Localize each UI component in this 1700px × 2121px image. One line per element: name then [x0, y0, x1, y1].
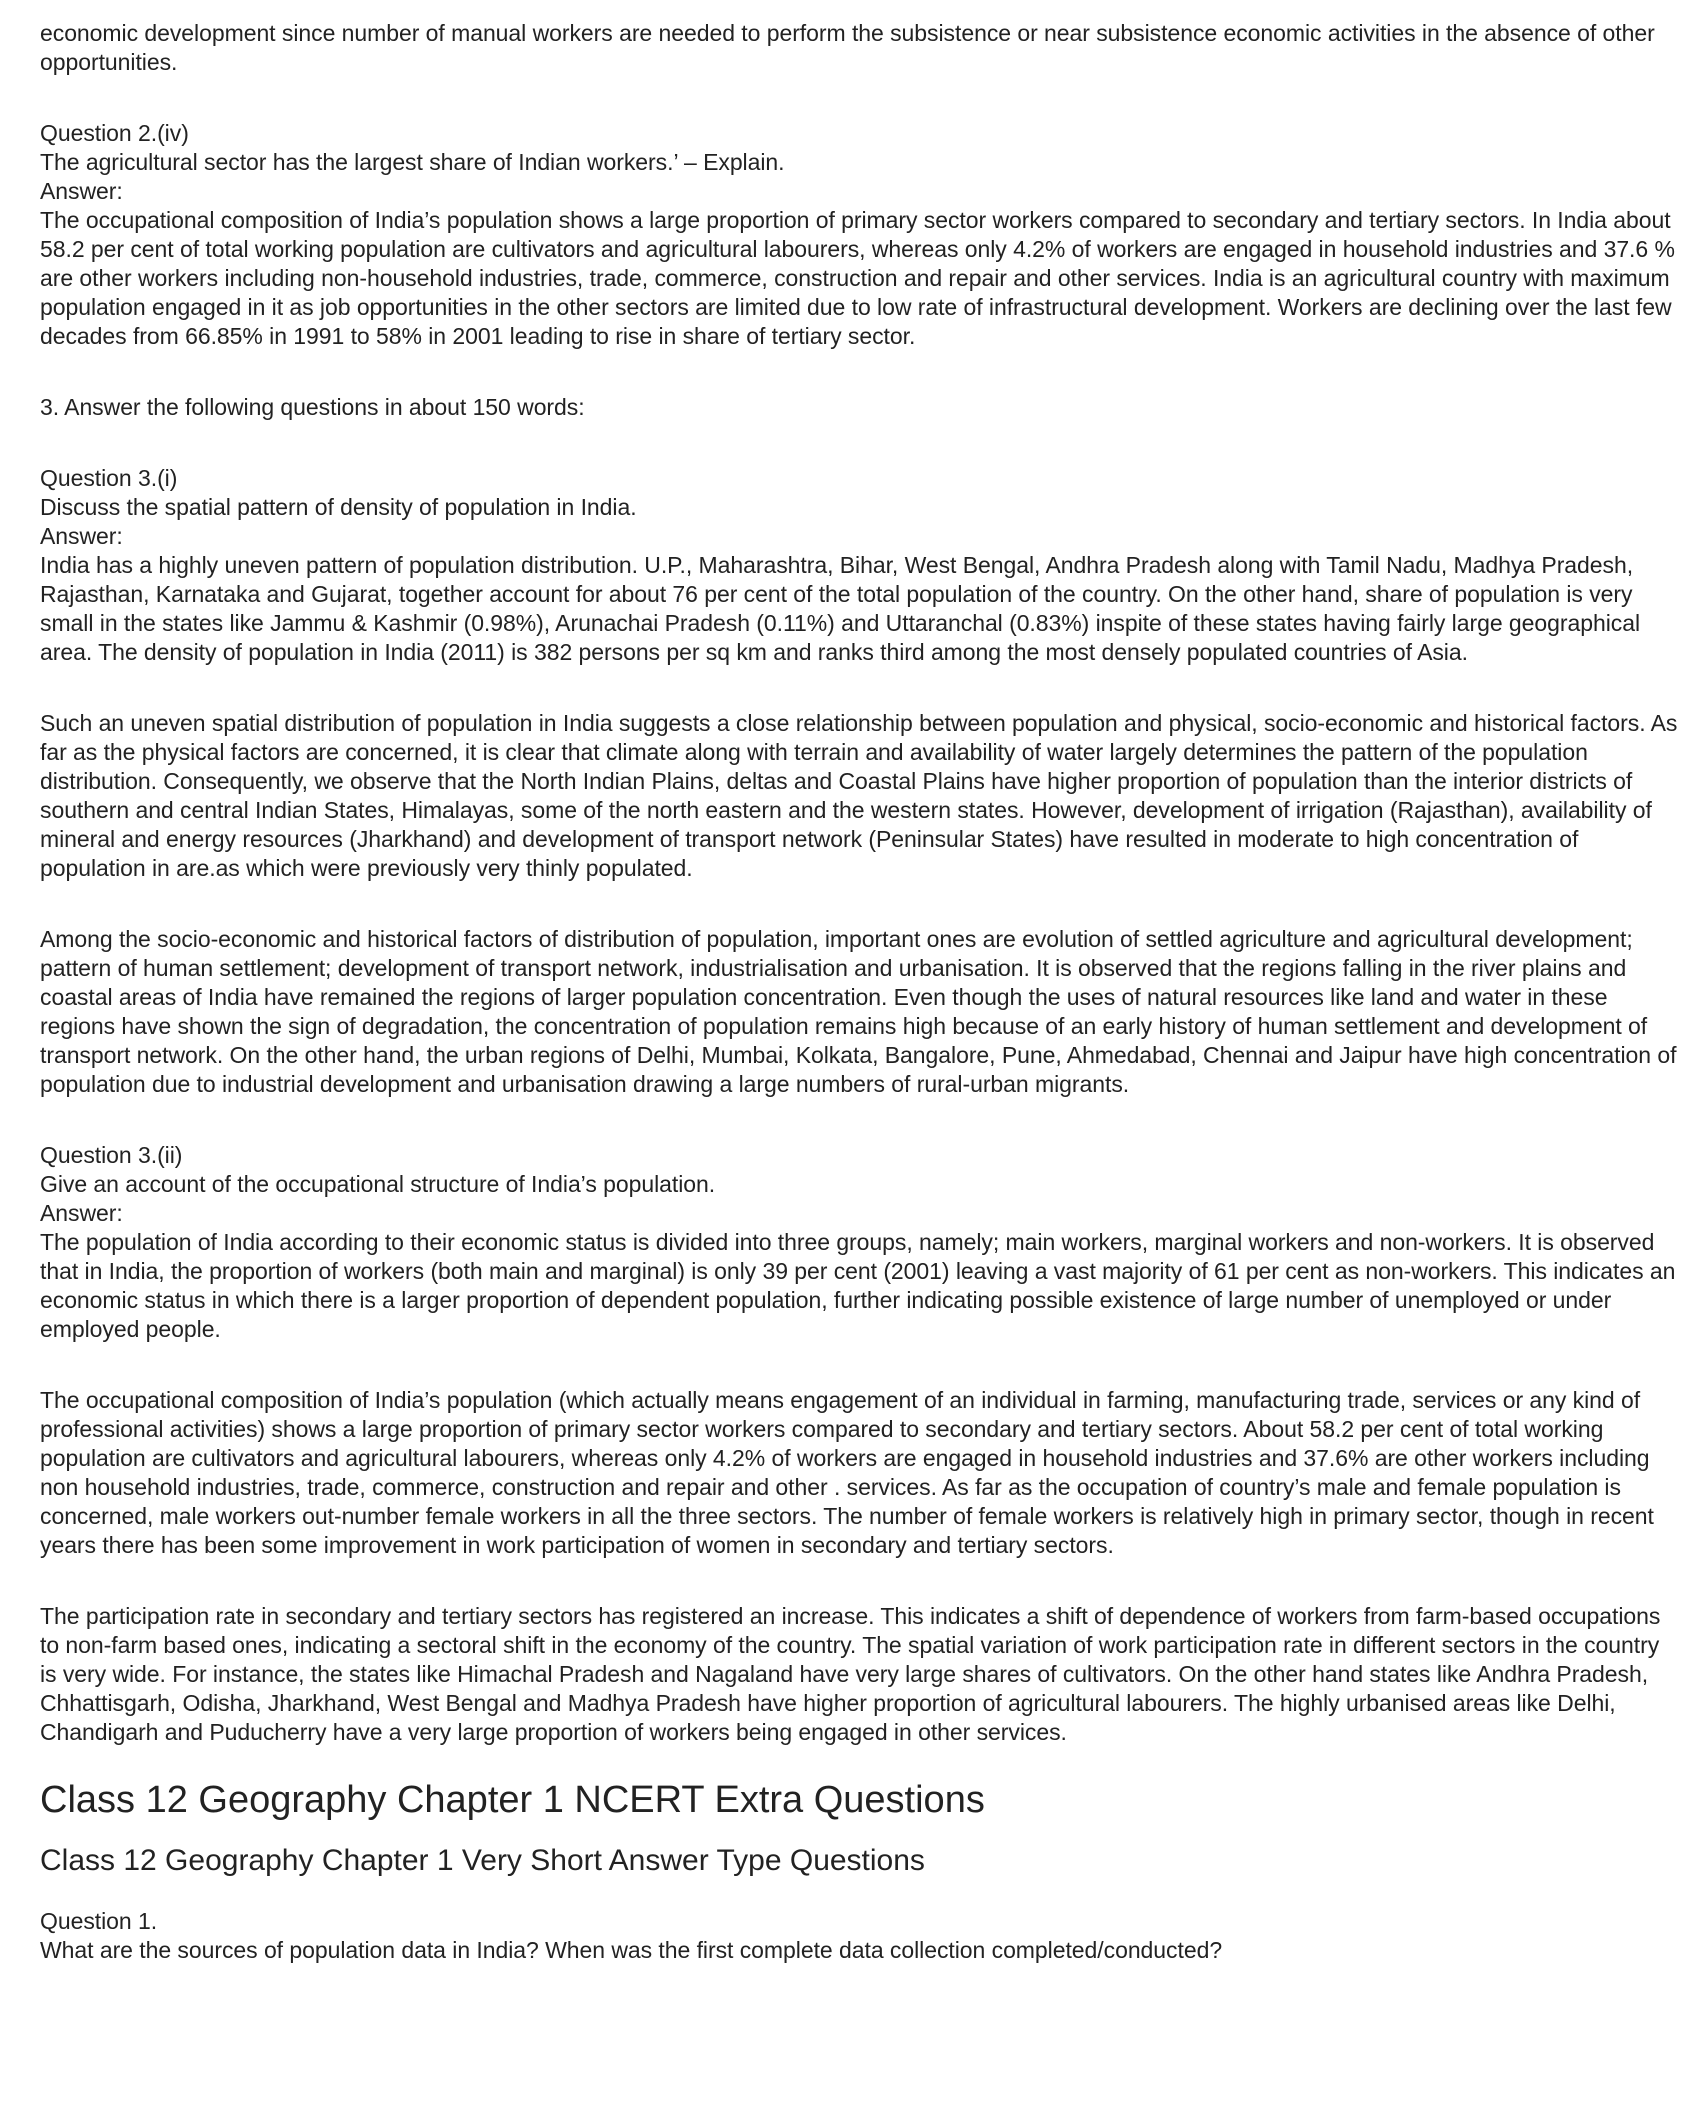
question-text: What are the sources of population data in India? When was the first complete data collection completed/conducted?: [40, 1937, 1223, 1963]
question-label: Question 3.(i): [40, 465, 178, 491]
question-label: Question 1.: [40, 1908, 158, 1934]
question-label: Question 3.(ii): [40, 1142, 183, 1168]
intro-paragraph: economic development since number of manual workers are needed to perform the subsistence or near subsistence economic activities in the absence of other opportunities.: [40, 20, 1655, 75]
answer-text: The population of India according to their economic status is divided into three groups, namely; main workers, marginal workers and non-workers. It is observed that in India, the proportion of workers (both main and marginal) is only 39 per cent (2001) leaving a vast majority of 61 per cent as non-workers. This indicates an economic status in which there is a larger proportion of dependent population, further indicating possible existence of large number of unemployed or under employed people.: [40, 1229, 1676, 1342]
answer-paragraph: The occupational composition of India’s population (which actually means engagement of an individual in farming, manufacturing trade, services or any kind of professional activities) shows a large proportion of primary sector workers compared to secondary and tertiary sectors. About 58.2 per cent of total working population are cultivators and agricultural labourers, whereas only 4.2% of workers are engaged in household industries and 37.6% are other workers including non household industries, trade, commerce, construction and repair and other . services. As far as the occupation of country’s male and female population is concerned, male workers out-number female workers in all the three sectors. The number of female workers is relatively high in primary sector, though in recent years there has been some improvement in work participation of women in secondary and tertiary sectors.: [40, 1387, 1654, 1558]
section-heading: Class 12 Geography Chapter 1 NCERT Extra Questions: [40, 1779, 985, 1821]
article-content: [40, 19, 1680, 2007]
answer-label: Answer:: [40, 523, 123, 549]
answer-label: Answer:: [40, 1200, 123, 1226]
question-text: The agricultural sector has the largest share of Indian workers.’ – Explain.: [40, 149, 785, 175]
answer-paragraph: Among the socio-economic and historical factors of distribution of population, important ones are evolution of settled agriculture and agricultural development; pattern of human settlement; development of transport network, industrialisation and urbanisation. It is observed that the regions falling in the river plains and coastal areas of India have remained the regions of larger population concentration. Even though the uses of natural resources like land and water in these regions have shown the sign of degradation, the concentration of population remains high because of an early history of human settlement and development of transport network. On the other hand, the urban regions of Delhi, Mumbai, Kolkata, Bangalore, Pune, Ahmedabad, Chennai and Jaipur have high concentration of population due to industrial development and urbanisation drawing a large numbers of rural-urban migrants.: [40, 926, 1677, 1097]
extra-question-1: [40, 1907, 1680, 1965]
answer-paragraph: The participation rate in secondary and tertiary sectors has registered an increase. This indicates a shift of dependence of workers from farm-based occupations to non-farm based ones, indicating a sectoral shift in the economy of the country. The spatial variation of work participation rate in different sectors in the country is very wide. For instance, the states like Himachal Pradesh and Nagaland have very large shares of cultivators. On the other hand states like Andhra Pradesh, Chhattisgarh, Odisha, Jharkhand, West Bengal and Madhya Pradesh have higher proportion of agricultural labourers. The highly urbanised areas like Delhi, Chandigarh and Puducherry have a very large proportion of workers being engaged in other services.: [40, 1603, 1661, 1745]
answer-text: India has a highly uneven pattern of population distribution. U.P., Maharashtra, Bihar, West Bengal, Andhra Pradesh along with Tamil Nadu, Madhya Pradesh, Rajasthan, Karnataka and Gujarat, together account for about 76 per cent of the total population of the country. On the other hand, share of population is very small in the states like Jammu & Kashmir (0.98%), Arunachai Pradesh (0.11%) and Uttaranchal (0.83%) inspite of these states having fairly large geographical area. The density of population in India (2011) is 382 persons per sq km and ranks third among the most densely populated countries of Asia.: [40, 552, 1641, 665]
question-3-i: [40, 464, 1680, 667]
question-2-iv: [40, 119, 1680, 351]
question-text: Discuss the spatial pattern of density of population in India.: [40, 494, 637, 520]
answer-text: The occupational composition of India’s population shows a large proportion of primary sector workers compared to secondary and tertiary sectors. In India about 58.2 per cent of total working population are cultivators and agricultural labourers, whereas only 4.2% of workers are engaged in household industries and 37.6 % are other workers including non-household industries, trade, commerce, construction and repair and other services. India is an agricultural country with maximum population engaged in it as job opportunities in the other sectors are limited due to low rate of infrastructural development. Workers are declining over the last few decades from 66.85% in 1991 to 58% in 2001 leading to rise in share of tertiary sector.: [40, 207, 1675, 349]
answer-paragraph: Such an uneven spatial distribution of population in India suggests a close relationship between population and physical, socio-economic and historical factors. As far as the physical factors are concerned, it is clear that climate along with terrain and availability of water largely determines the pattern of the population distribution. Consequently, we observe that the North Indian Plains, deltas and Coastal Plains have higher proportion of population than the interior districts of southern and central Indian States, Himalayas, some of the north eastern and the western states. However, development of irrigation (Rajasthan), availability of mineral and energy resources (Jharkhand) and development of transport network (Peninsular States) have resulted in moderate to high concentration of population in are.as which were previously very thinly populated.: [40, 710, 1678, 881]
question-label: Question 2.(iv): [40, 120, 189, 146]
subsection-heading: Class 12 Geography Chapter 1 Very Short Answer Type Questions: [40, 1844, 925, 1877]
section-3-heading: 3. Answer the following questions in about 150 words:: [40, 394, 585, 420]
question-text: Give an account of the occupational structure of India’s population.: [40, 1171, 716, 1197]
answer-label: Answer:: [40, 178, 123, 204]
question-3-ii: [40, 1141, 1680, 1344]
